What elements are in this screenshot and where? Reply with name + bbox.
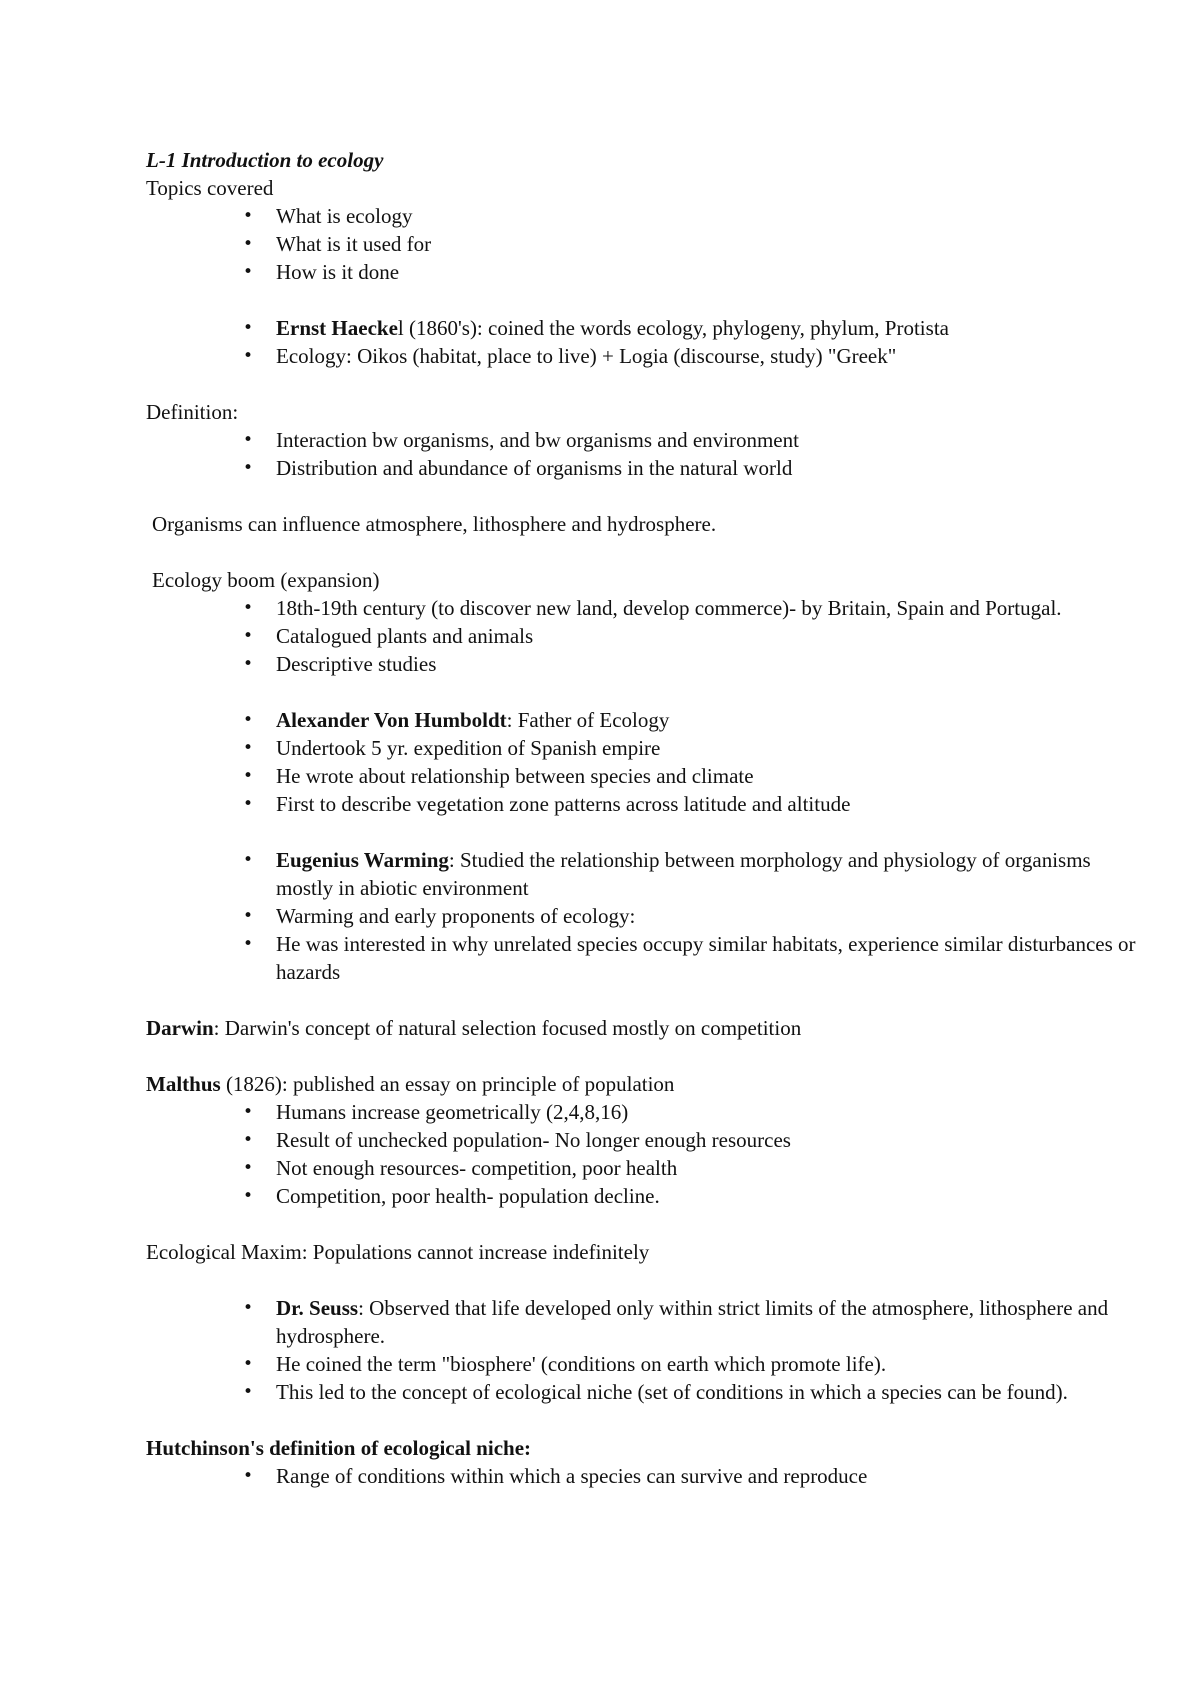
definition-label: Definition: [146, 400, 239, 424]
bullet-icon: • [243, 1130, 254, 1150]
bullet-icon: • [243, 738, 254, 758]
hutchinson-list [146, 1462, 1146, 1490]
list-item: • First to describe vegetation zone patterns across latitude and altitude [243, 792, 851, 816]
list-item: • 18th-19th century (to discover new land, develop commerce)- by Britain, Spain and Portugal. [243, 596, 1062, 620]
bullet-icon: • [243, 626, 254, 646]
list-item: • Warming and early proponents of ecology: [243, 904, 636, 928]
warming-list [146, 846, 1146, 986]
bullet-icon: • [243, 598, 254, 618]
list-item: • Humans increase geometrically (2,4,8,16) [243, 1100, 629, 1124]
list-item: • This led to the concept of ecological niche (set of conditions in which a species can be found). [243, 1380, 1068, 1404]
bullet-icon: • [243, 1466, 254, 1486]
bullet-icon: • [243, 710, 254, 730]
organisms-paragraph: Organisms can influence atmosphere, lithosphere and hydrosphere. [152, 512, 717, 536]
list-item: • He coined the term "biosphere' (conditions on earth which promote life). [243, 1352, 887, 1376]
haeckel-list [146, 314, 1146, 370]
bullet-icon: • [243, 1354, 254, 1374]
darwin-paragraph: Darwin: Darwin's concept of natural selection focused mostly on competition [146, 1016, 802, 1040]
bullet-icon: • [243, 458, 254, 478]
list-item: • He was interested in why unrelated species occupy similar habitats, experience similar disturbances or hazards [243, 932, 1136, 984]
topics-label: Topics covered [146, 176, 274, 200]
bullet-icon: • [243, 346, 254, 366]
bullet-icon: • [243, 262, 254, 282]
bullet-icon: • [243, 906, 254, 926]
bullet-icon: • [243, 318, 254, 338]
list-item: • Descriptive studies [243, 652, 437, 676]
list-item: • Eugenius Warming: Studied the relationship between morphology and physiology of organisms mostly in abiotic environment [243, 848, 1091, 900]
bullet-icon: • [243, 430, 254, 450]
maxim-paragraph: Ecological Maxim: Populations cannot increase indefinitely [146, 1240, 650, 1264]
boom-label: Ecology boom (expansion) [152, 568, 380, 592]
humboldt-list [146, 706, 1146, 818]
definition-list [146, 426, 1146, 482]
page-title: L-1 Introduction to ecology [146, 148, 384, 172]
list-item: • What is it used for [243, 232, 432, 256]
seuss-list [146, 1294, 1146, 1406]
list-item: • Catalogued plants and animals [243, 624, 534, 648]
list-item: • Result of unchecked population- No longer enough resources [243, 1128, 791, 1152]
list-item: • Alexander Von Humboldt: Father of Ecology [243, 708, 670, 732]
bullet-icon: • [243, 206, 254, 226]
bullet-icon: • [243, 766, 254, 786]
list-item: • Not enough resources- competition, poor health [243, 1156, 678, 1180]
bullet-icon: • [243, 794, 254, 814]
list-item: • Undertook 5 yr. expedition of Spanish empire [243, 736, 661, 760]
topics-list [146, 202, 1146, 286]
bullet-icon: • [243, 1186, 254, 1206]
bullet-icon: • [243, 1102, 254, 1122]
bullet-icon: • [243, 934, 254, 954]
list-item: • Range of conditions within which a species can survive and reproduce [243, 1464, 868, 1488]
list-item: • Dr. Seuss: Observed that life developed only within strict limits of the atmosphere, lithosphere and hydrosphere. [243, 1296, 1109, 1348]
list-item: • What is ecology [243, 204, 413, 228]
list-item: • He wrote about relationship between species and climate [243, 764, 754, 788]
list-item: • Competition, poor health- population decline. [243, 1184, 660, 1208]
list-item: • Distribution and abundance of organisms in the natural world [243, 456, 793, 480]
hutchinson-heading: Hutchinson's definition of ecological niche: [146, 1436, 532, 1460]
bullet-icon: • [243, 850, 254, 870]
bullet-icon: • [243, 1382, 254, 1402]
bullet-icon: • [243, 1298, 254, 1318]
bullet-icon: • [243, 234, 254, 254]
list-item: • Interaction bw organisms, and bw organisms and environment [243, 428, 799, 452]
boom-list [146, 594, 1146, 678]
bullet-icon: • [243, 1158, 254, 1178]
bullet-icon: • [243, 654, 254, 674]
list-item: • How is it done [243, 260, 400, 284]
malthus-list [146, 1098, 1146, 1210]
list-item: • Ecology: Oikos (habitat, place to live) + Logia (discourse, study) "Greek" [243, 344, 897, 368]
list-item: • Ernst Haeckel (1860's): coined the words ecology, phylogeny, phylum, Protista [243, 316, 949, 340]
malthus-paragraph: Malthus (1826): published an essay on principle of population [146, 1072, 675, 1096]
document-content [146, 146, 1146, 1490]
